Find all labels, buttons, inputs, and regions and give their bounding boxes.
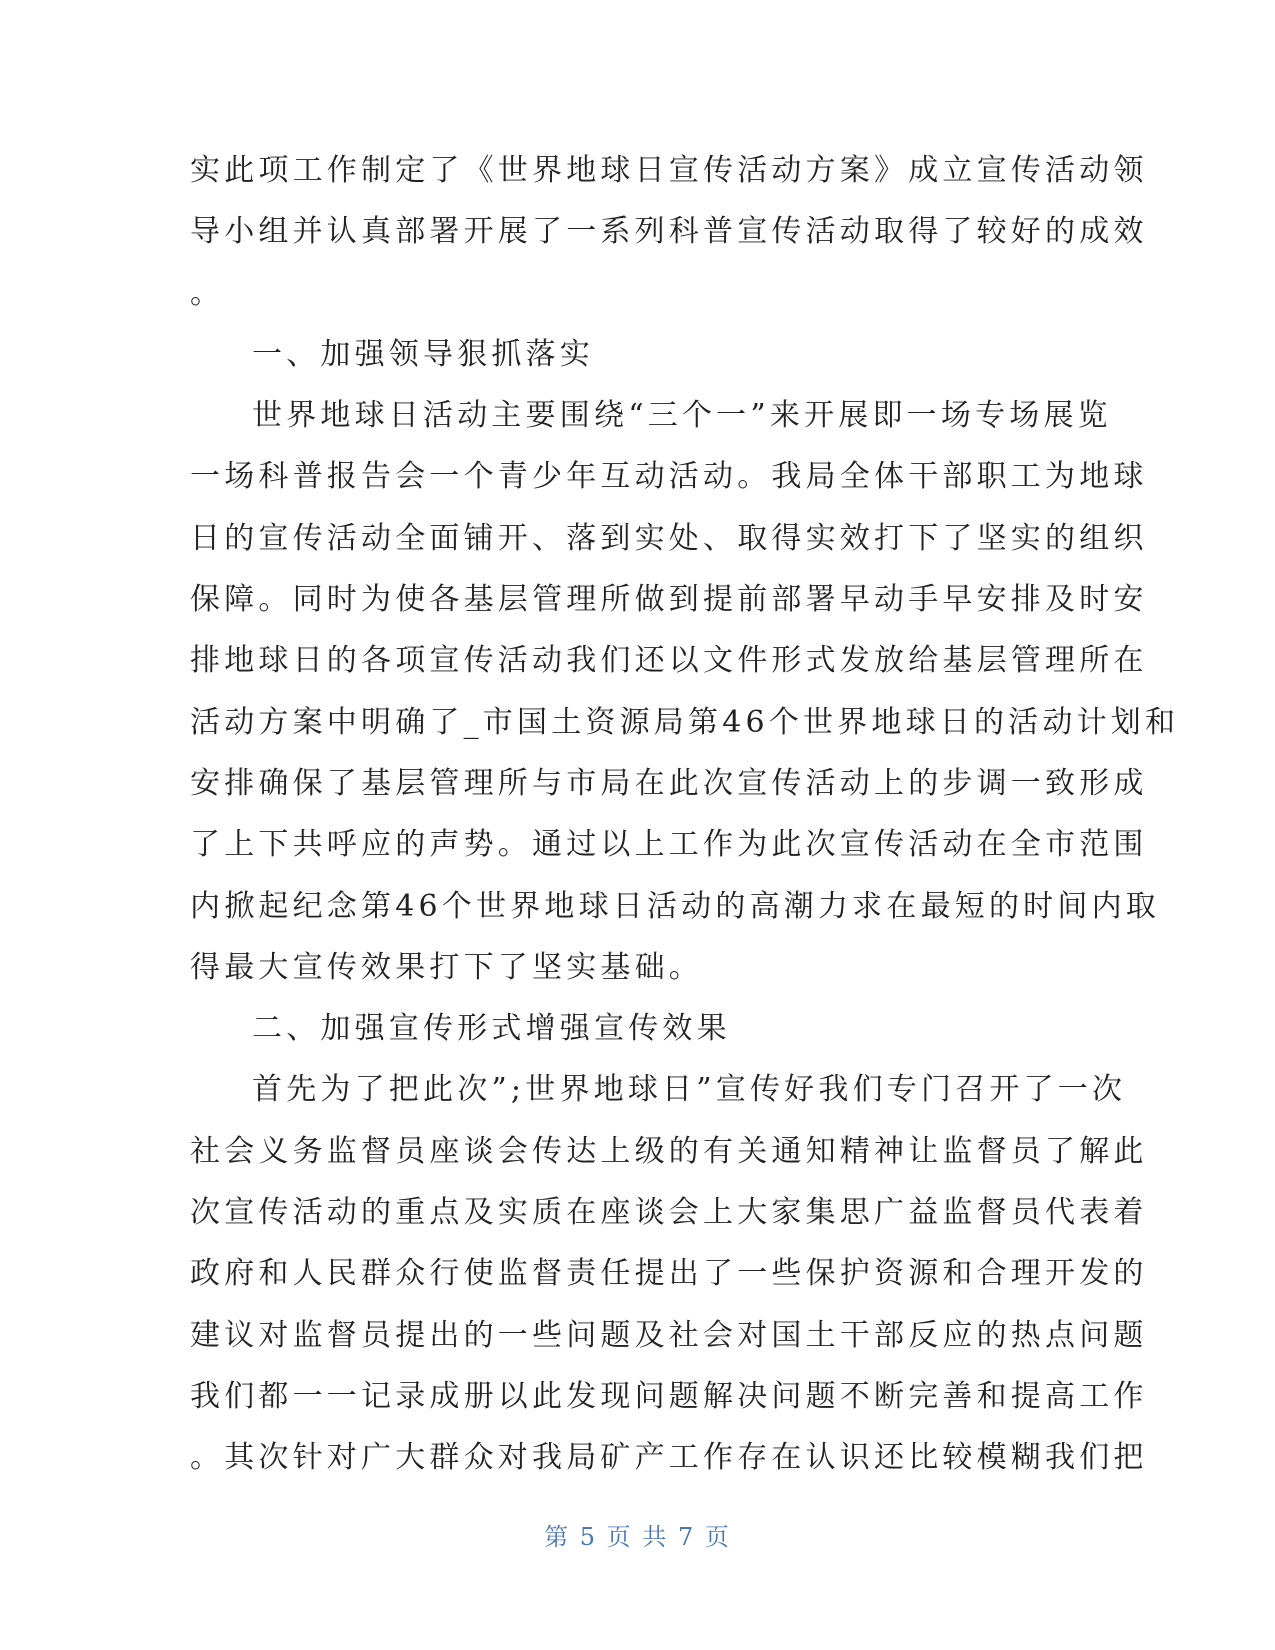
text-line: 一场科普报告会一个青少年互动活动。我局全体干部职工为地球	[190, 459, 1148, 495]
document-body	[190, 140, 1180, 1489]
section-heading-2: 二、加强宣传形式增强宣传效果	[252, 1011, 731, 1047]
text-line: 实此项工作制定了《世界地球日宣传活动方案》成立宣传活动领	[190, 153, 1148, 188]
text-line: 活动方案中明确了_市国土资源局第46个世界地球日的活动计划和	[190, 704, 1180, 740]
text-line: 政府和人民群众行使监督责任提出了一些保护资源和合理开发的	[190, 1256, 1148, 1292]
text-line: 。其次针对广大群众对我局矿产工作存在认识还比较模糊我们把	[190, 1440, 1148, 1476]
text-line: 我们都一一记录成册以此发现问题解决问题不断完善和提高工作	[190, 1378, 1148, 1414]
paragraph-start: 世界地球日活动主要围绕“三个一”来开展即一场专场展览	[252, 398, 1112, 434]
text-line: 。	[190, 275, 225, 311]
text-line: 了上下共呼应的声势。通过以上工作为此次宣传活动在全市范围	[190, 827, 1148, 863]
text-line: 次宣传活动的重点及实质在座谈会上大家集思广益监督员代表着	[190, 1195, 1148, 1231]
paragraph-start: 首先为了把此次”;世界地球日”宣传好我们专门召开了一次	[252, 1072, 1127, 1108]
text-line: 建议对监督员提出的一些问题及社会对国土干部反应的热点问题	[190, 1317, 1148, 1353]
text-line: 日的宣传活动全面铺开、落到实处、取得实效打下了坚实的组织	[190, 520, 1148, 556]
section-heading-1: 一、加强领导狠抓落实	[252, 336, 594, 372]
text-line: 内掀起纪念第46个世界地球日活动的高潮力求在最短的时间内取	[190, 888, 1160, 924]
text-line: 安排确保了基层管理所与市局在此次宣传活动上的步调一致形成	[190, 765, 1148, 801]
page-number-footer: 第 5 页 共 7 页	[544, 1523, 731, 1551]
text-line: 导小组并认真部署开展了一系列科普宣传活动取得了较好的成效	[190, 214, 1148, 250]
text-line: 得最大宣传效果打下了坚实基础。	[190, 949, 703, 985]
text-line: 保障。同时为使各基层管理所做到提前部署早动手早安排及时安	[190, 582, 1148, 618]
text-line: 排地球日的各项宣传活动我们还以文件形式发放给基层管理所在	[190, 643, 1148, 679]
text-line: 社会义务监督员座谈会传达上级的有关通知精神让监督员了解此	[190, 1133, 1148, 1169]
